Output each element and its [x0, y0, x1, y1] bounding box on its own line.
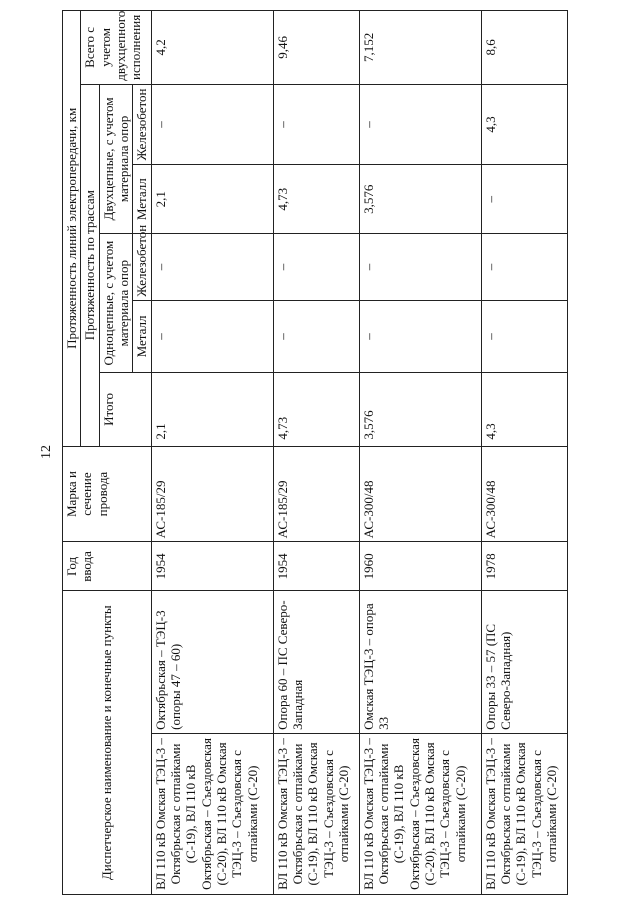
- all-double-cell: 8,6: [481, 11, 567, 85]
- single-metal-cell: –: [359, 300, 481, 372]
- double-concrete-cell: –: [273, 84, 359, 165]
- header-all-double: Всего с учетом двухцепного исполнения: [81, 11, 151, 85]
- year-cell: 1954: [273, 542, 359, 591]
- table-row: [273, 11, 359, 895]
- single-concrete-cell: –: [359, 234, 481, 301]
- all-double-cell: 4,2: [151, 11, 273, 85]
- total-cell: 3,576: [359, 373, 481, 447]
- double-metal-cell: 2,1: [151, 165, 273, 234]
- single-concrete-cell: –: [481, 234, 567, 301]
- line-name: ВЛ 110 кВ Омская ТЭЦ-3 – Октябрьская с отпайками (С-19), ВЛ 110 кВ Октябрьская – Съездовская (С-20), ВЛ 110 кВ Омская ТЭЦ-3 – Съездовская с отпайками (С-20): [359, 733, 481, 894]
- line-section: Октябрьская – ТЭЦ-3 (опоры 47 – 60): [151, 591, 273, 733]
- header-by-route: Протяженность по трассам: [81, 84, 99, 446]
- line-name: ВЛ 110 кВ Омская ТЭЦ-3 – Октябрьская с отпайками (С-19), ВЛ 110 кВ Октябрьская – Съездовская (С-20), ВЛ 110 кВ Омская ТЭЦ-3 – Съездовская с отпайками (С-20): [151, 733, 273, 894]
- total-cell: 2,1: [151, 373, 273, 447]
- header-length-group: Протяженность линий электропередачи, км: [63, 11, 81, 447]
- header-double-concrete: Железобетон: [133, 84, 151, 165]
- header-single-metal: Металл: [133, 300, 151, 372]
- single-concrete-cell: –: [151, 234, 273, 301]
- line-section: Опоры 33 – 57 (ПС Северо-Западная): [481, 591, 567, 733]
- header-single: Одноцепные, с учетом материала опор: [99, 234, 133, 373]
- line-section: Омская ТЭЦ-3 – опора 33: [359, 591, 481, 733]
- header-wire: Марка и сечение провода: [63, 446, 152, 542]
- double-concrete-cell: –: [151, 84, 273, 165]
- total-cell: 4,3: [481, 373, 567, 447]
- table-row: [481, 11, 567, 895]
- header-double-metal: Металл: [133, 165, 151, 234]
- header-name: Диспетчерское наименование и конечные пункты: [63, 591, 152, 895]
- double-metal-cell: –: [481, 165, 567, 234]
- all-double-cell: 9,46: [273, 11, 359, 85]
- single-metal-cell: –: [481, 300, 567, 372]
- rotated-table-container: [62, 10, 637, 895]
- total-cell: 4,73: [273, 373, 359, 447]
- line-name: ВЛ 110 кВ Омская ТЭЦ-3 – Октябрьская с отпайками (С-19), ВЛ 110 кВ Омская ТЭЦ-3 – Съездовская с отпайками (С-20): [481, 733, 567, 894]
- page-number: 12: [39, 445, 54, 459]
- table-row: [359, 11, 481, 895]
- wire-cell: АС-300/48: [359, 446, 481, 542]
- header-double: Двухцепные, с учетом материала опор: [99, 84, 133, 233]
- header-single-concrete: Железобетон: [133, 234, 151, 301]
- double-concrete-cell: 4,3: [481, 84, 567, 165]
- year-cell: 1978: [481, 542, 567, 591]
- double-concrete-cell: –: [359, 84, 481, 165]
- line-name: ВЛ 110 кВ Омская ТЭЦ-3 – Октябрьская с отпайками (С-19), ВЛ 110 кВ Омская ТЭЦ-3 – Съездовская с отпайками (С-20): [273, 733, 359, 894]
- year-cell: 1960: [359, 542, 481, 591]
- all-double-cell: 7,152: [359, 11, 481, 85]
- header-total: Итого: [99, 373, 151, 447]
- double-metal-cell: 3,576: [359, 165, 481, 234]
- single-concrete-cell: –: [273, 234, 359, 301]
- wire-cell: АС-185/29: [273, 446, 359, 542]
- double-metal-cell: 4,73: [273, 165, 359, 234]
- year-cell: 1954: [151, 542, 273, 591]
- line-section: Опора 60 – ПС Северо-Западная: [273, 591, 359, 733]
- wire-cell: АС-300/48: [481, 446, 567, 542]
- table-row: [151, 11, 273, 895]
- power-lines-table: [62, 10, 568, 895]
- single-metal-cell: –: [151, 300, 273, 372]
- single-metal-cell: –: [273, 300, 359, 372]
- header-year: Год ввода: [63, 542, 152, 591]
- wire-cell: АС-185/29: [151, 446, 273, 542]
